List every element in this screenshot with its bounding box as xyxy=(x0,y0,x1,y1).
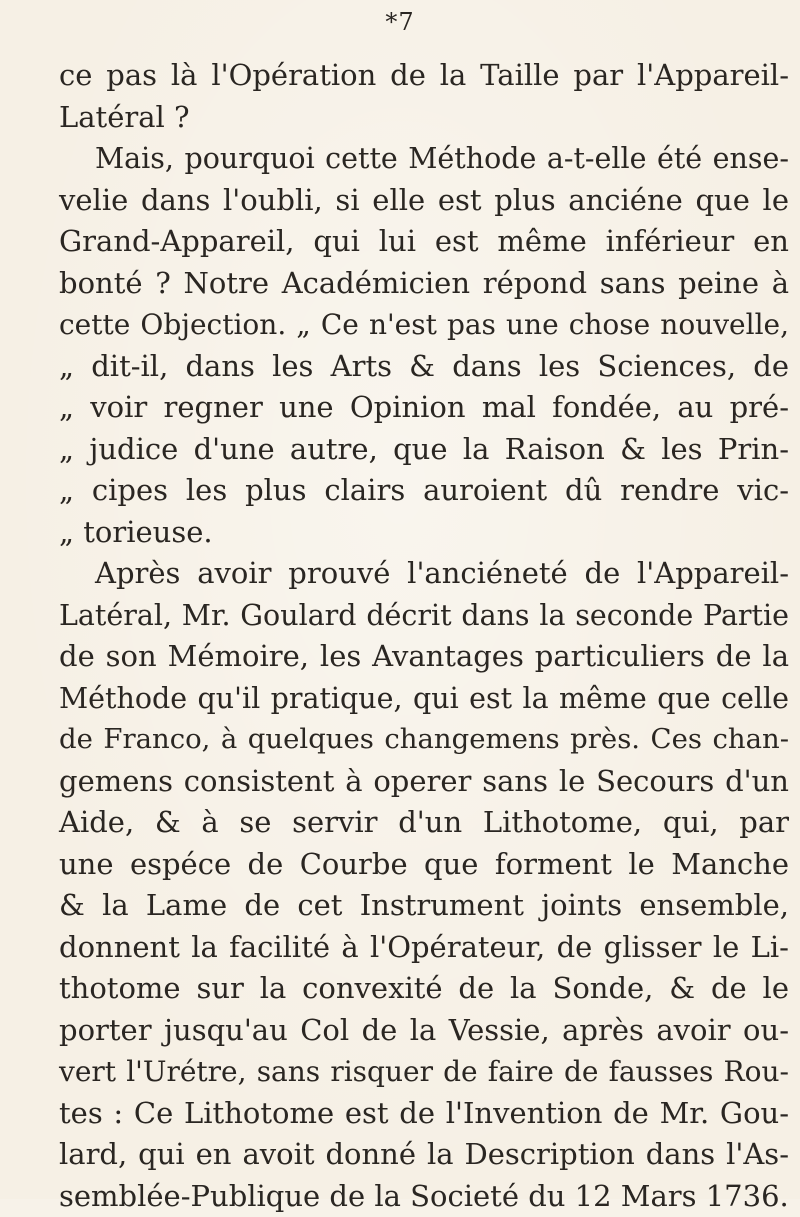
text-line: Grand-Appareil, qui lui est même inférieur en xyxy=(59,221,789,263)
text-line: Latéral ? xyxy=(59,97,789,139)
text-line: ce pas là l'Opération de la Taille par l'Appareil- xyxy=(59,55,789,97)
text-line: „ judice d'une autre, que la Raison & les Prin- xyxy=(59,429,789,471)
text-line: une espéce de Courbe que forment le Manche xyxy=(59,844,789,886)
text-line: & la Lame de cet Instrument joints ensemble, xyxy=(59,885,789,927)
text-line: Aide, & à se servir d'un Lithotome, qui, par xyxy=(59,802,789,844)
text-line: Latéral, Mr. Goulard décrit dans la seconde Partie xyxy=(59,595,789,637)
text-line: „ dit-il, dans les Arts & dans les Sciences, de xyxy=(59,346,789,388)
text-line: semblée-Publique de la Societé du 12 Mars 1736. xyxy=(59,1176,789,1217)
text-line: donnent la facilité à l'Opérateur, de glisser le Li- xyxy=(59,927,789,969)
text-line: bonté ? Notre Académicien répond sans peine à xyxy=(59,263,789,305)
text-line: thotome sur la convexité de la Sonde, & de le xyxy=(59,968,789,1010)
text-line: „ cipes les plus clairs auroient dû rendre vic- xyxy=(59,470,789,512)
text-line: Mais, pourquoi cette Méthode a-t-elle été ense- xyxy=(59,138,789,180)
body-text xyxy=(59,55,789,1217)
text-line: gemens consistent à operer sans le Secours d'un xyxy=(59,761,789,803)
text-line: cette Objection. „ Ce n'est pas une chose nouvelle, xyxy=(59,304,789,346)
text-line: „ voir regner une Opinion mal fondée, au pré- xyxy=(59,387,789,429)
text-line: Méthode qu'il pratique, qui est la même que celle xyxy=(59,678,789,720)
text-line: de son Mémoire, les Avantages particuliers de la xyxy=(59,636,789,678)
text-line: velie dans l'oubli, si elle est plus anciéne que le xyxy=(59,180,789,222)
text-line: tes : Ce Lithotome est de l'Invention de Mr. Gou- xyxy=(59,1093,789,1135)
text-line: „ torieuse. xyxy=(59,512,789,554)
text-line: porter jusqu'au Col de la Vessie, après avoir ou- xyxy=(59,1010,789,1052)
page-number: *7 xyxy=(0,8,800,36)
text-line: de Franco, à quelques changemens près. Ces chan- xyxy=(59,719,789,761)
text-line: Après avoir prouvé l'anciéneté de l'Appareil- xyxy=(59,553,789,595)
text-line: lard, qui en avoit donné la Description dans l'As- xyxy=(59,1134,789,1176)
text-line: vert l'Urétre, sans risquer de faire de fausses Rou- xyxy=(59,1051,789,1093)
